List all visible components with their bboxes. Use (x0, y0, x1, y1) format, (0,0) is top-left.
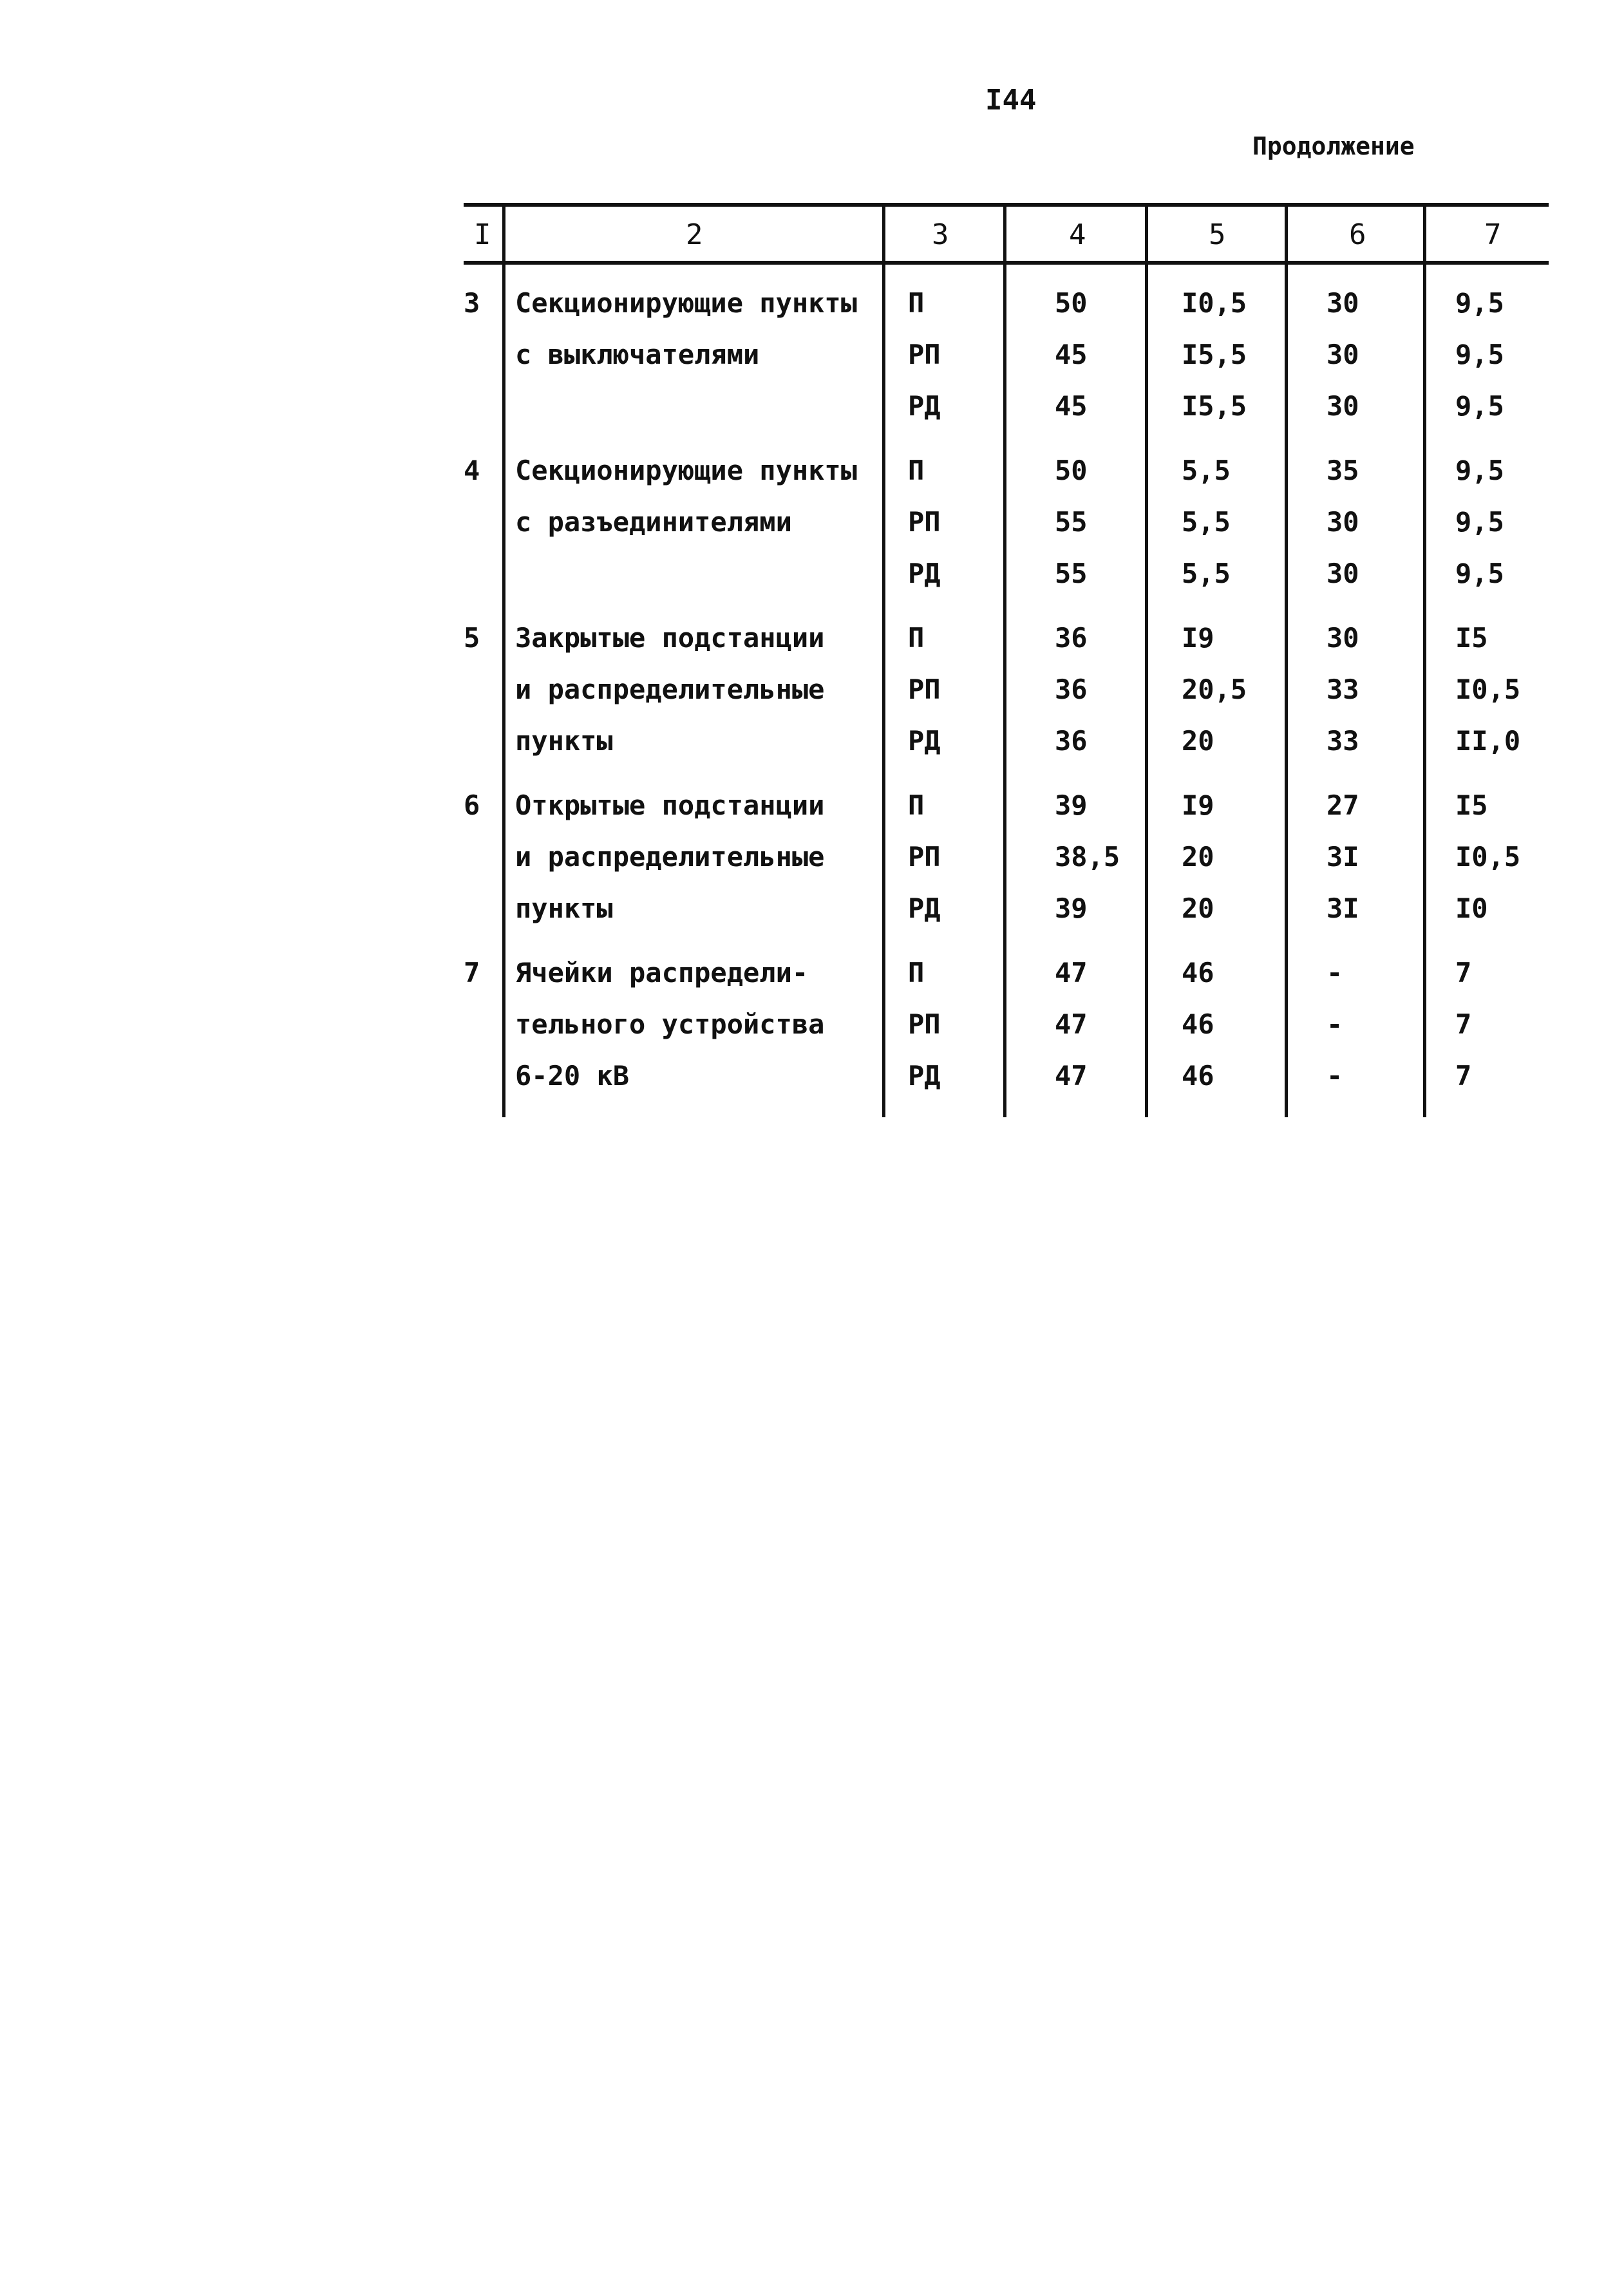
table-cell: 3I (1327, 893, 1359, 924)
table-cell: 46 (1182, 957, 1214, 988)
table-cell: 20,5 (1182, 674, 1247, 705)
table-cell: 7 (1455, 1008, 1472, 1040)
table-cell: РД (908, 725, 941, 757)
header-col-6: 6 (1349, 218, 1366, 251)
table-cell: 20 (1182, 893, 1214, 924)
item-name-line: Секционирующие пункты (515, 287, 858, 319)
column-divider (882, 203, 885, 1117)
table-cell: 5,5 (1182, 558, 1231, 589)
page-number: I44 (985, 84, 1037, 117)
column-divider (1145, 203, 1148, 1117)
table-cell: РП (908, 1008, 941, 1040)
table-cell: 9,5 (1455, 390, 1504, 422)
table-cell: РД (908, 558, 941, 589)
row-number: 7 (464, 957, 480, 988)
table-cell: РП (908, 674, 941, 705)
table-cell: 30 (1327, 339, 1359, 370)
table-cell: 50 (1055, 455, 1088, 486)
table-cell: - (1327, 1008, 1343, 1040)
data-table (464, 203, 1549, 1120)
table-cell: - (1327, 1060, 1343, 1091)
table-cell: 39 (1055, 789, 1088, 821)
table-cell: 27 (1327, 789, 1359, 821)
table-cell: I0,5 (1182, 287, 1247, 319)
table-cell: 9,5 (1455, 506, 1504, 538)
continuation-label: Продолжение (1252, 132, 1415, 160)
table-cell: 55 (1055, 558, 1088, 589)
table-cell: 9,5 (1455, 455, 1504, 486)
item-name-line: и распределительные (515, 841, 825, 873)
table-cell: РП (908, 506, 941, 538)
table-cell: 30 (1327, 622, 1359, 654)
item-name-line: пункты (515, 893, 613, 924)
item-name-line: Открытые подстанции (515, 789, 825, 821)
table-cell: 47 (1055, 957, 1088, 988)
item-name-line: Закрытые подстанции (515, 622, 825, 654)
table-cell: 7 (1455, 1060, 1472, 1091)
table-cell: П (908, 622, 925, 654)
column-divider (502, 203, 505, 1117)
item-name-line: пункты (515, 725, 613, 757)
table-cell: 47 (1055, 1008, 1088, 1040)
table-cell: 30 (1327, 390, 1359, 422)
table-cell: 36 (1055, 622, 1088, 654)
table-cell: - (1327, 957, 1343, 988)
header-col-1: I (474, 218, 491, 251)
table-cell: I9 (1182, 789, 1214, 821)
table-cell: 39 (1055, 893, 1088, 924)
table-cell: П (908, 789, 925, 821)
table-cell: I9 (1182, 622, 1214, 654)
table-cell: 30 (1327, 506, 1359, 538)
table-cell: 36 (1055, 725, 1088, 757)
table-cell: 47 (1055, 1060, 1088, 1091)
table-cell: 45 (1055, 390, 1088, 422)
table-cell: РД (908, 390, 941, 422)
table-cell: РП (908, 841, 941, 873)
header-col-4: 4 (1069, 218, 1086, 251)
table-cell: II,0 (1455, 725, 1521, 757)
table-cell: 7 (1455, 957, 1472, 988)
header-col-2: 2 (686, 218, 703, 251)
table-cell: 3I (1327, 841, 1359, 873)
column-divider (1285, 203, 1288, 1117)
table-cell: П (908, 455, 925, 486)
table-cell: 9,5 (1455, 287, 1504, 319)
table-cell: 35 (1327, 455, 1359, 486)
table-cell: 5,5 (1182, 455, 1231, 486)
table-cell: 36 (1055, 674, 1088, 705)
table-cell: I0,5 (1455, 841, 1521, 873)
table-cell: I0 (1455, 893, 1488, 924)
column-divider (1423, 203, 1426, 1117)
table-cell: I5,5 (1182, 339, 1247, 370)
column-divider (1003, 203, 1006, 1117)
row-number: 3 (464, 287, 480, 319)
header-col-3: 3 (932, 218, 949, 251)
table-cell: 46 (1182, 1008, 1214, 1040)
table-cell: 55 (1055, 506, 1088, 538)
table-cell: 20 (1182, 725, 1214, 757)
row-number: 6 (464, 789, 480, 821)
table-cell: П (908, 957, 925, 988)
row-number: 5 (464, 622, 480, 654)
table-cell: 33 (1327, 674, 1359, 705)
item-name-line: и распределительные (515, 674, 825, 705)
item-name-line: Секционирующие пункты (515, 455, 858, 486)
item-name-line: с разъединителями (515, 506, 792, 538)
table-cell: 46 (1182, 1060, 1214, 1091)
table-cell: П (908, 287, 925, 319)
table-cell: 38,5 (1055, 841, 1120, 873)
table-cell: I5 (1455, 789, 1488, 821)
table-cell: 9,5 (1455, 339, 1504, 370)
table-cell: 50 (1055, 287, 1088, 319)
table-cell: 30 (1327, 287, 1359, 319)
item-name-line: тельного устройства (515, 1008, 825, 1040)
table-cell: 9,5 (1455, 558, 1504, 589)
table-cell: 33 (1327, 725, 1359, 757)
table-cell: I5,5 (1182, 390, 1247, 422)
item-name-line: 6-20 кВ (515, 1060, 630, 1091)
table-cell: 30 (1327, 558, 1359, 589)
item-name-line: Ячейки распредели- (515, 957, 809, 988)
table-cell: I5 (1455, 622, 1488, 654)
table-cell: РП (908, 339, 941, 370)
header-col-5: 5 (1209, 218, 1226, 251)
table-cell: I0,5 (1455, 674, 1521, 705)
table-cell: 5,5 (1182, 506, 1231, 538)
table-cell: РД (908, 893, 941, 924)
table-cell: 20 (1182, 841, 1214, 873)
item-name-line: с выключателями (515, 339, 760, 370)
table-cell: РД (908, 1060, 941, 1091)
table-cell: 45 (1055, 339, 1088, 370)
row-number: 4 (464, 455, 480, 486)
header-col-7: 7 (1484, 218, 1502, 251)
